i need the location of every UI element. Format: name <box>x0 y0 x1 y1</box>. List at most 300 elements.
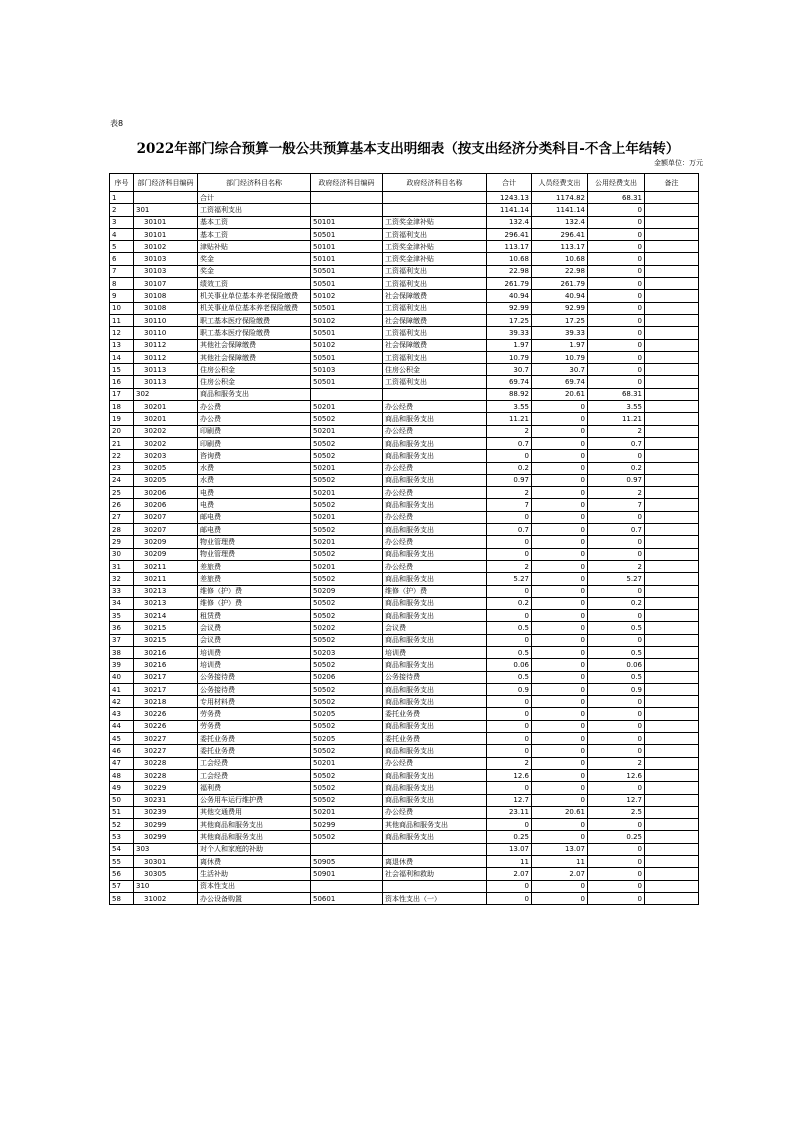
cell-gov-code: 50502 <box>311 499 383 511</box>
cell-seq: 7 <box>110 265 134 277</box>
cell-gov-code: 50102 <box>311 314 383 326</box>
cell-gov-code: 50203 <box>311 646 383 658</box>
cell-total: 0 <box>487 708 532 720</box>
cell-remarks <box>645 327 699 339</box>
cell-gov-code: 50502 <box>311 794 383 806</box>
table-row <box>110 192 699 204</box>
cell-personnel: 261.79 <box>532 278 588 290</box>
cell-seq: 53 <box>110 831 134 843</box>
cell-remarks <box>645 462 699 474</box>
cell-gov-code: 50201 <box>311 462 383 474</box>
cell-seq: 32 <box>110 573 134 585</box>
cell-total: 10.79 <box>487 351 532 363</box>
cell-seq: 44 <box>110 720 134 732</box>
table-row <box>110 831 699 843</box>
cell-public: 0 <box>588 290 645 302</box>
cell-personnel: 0 <box>532 573 588 585</box>
cell-gov-code: 50102 <box>311 339 383 351</box>
cell-total: 1243.13 <box>487 192 532 204</box>
cell-gov-code: 50601 <box>311 892 383 904</box>
cell-seq: 41 <box>110 683 134 695</box>
cell-public: 2 <box>588 560 645 572</box>
cell-dept-code: 30202 <box>134 425 198 437</box>
cell-remarks <box>645 278 699 290</box>
cell-total: 0.7 <box>487 524 532 536</box>
cell-remarks <box>645 548 699 560</box>
table-row <box>110 622 699 634</box>
cell-remarks <box>645 524 699 536</box>
cell-remarks <box>645 733 699 745</box>
cell-dept-name: 津贴补贴 <box>198 241 311 253</box>
cell-gov-code: 50502 <box>311 720 383 732</box>
table-row <box>110 204 699 216</box>
cell-total: 132.4 <box>487 216 532 228</box>
cell-remarks <box>645 192 699 204</box>
table-row <box>110 892 699 904</box>
cell-public: 0.7 <box>588 524 645 536</box>
cell-seq: 6 <box>110 253 134 265</box>
cell-seq: 10 <box>110 302 134 314</box>
cell-personnel: 0 <box>532 819 588 831</box>
cell-dept-code: 30112 <box>134 339 198 351</box>
cell-seq: 4 <box>110 228 134 240</box>
cell-gov-code: 50502 <box>311 634 383 646</box>
table-row <box>110 868 699 880</box>
cell-dept-code: 30226 <box>134 720 198 732</box>
cell-public: 2 <box>588 425 645 437</box>
cell-gov-code: 50502 <box>311 610 383 622</box>
cell-gov-name: 办公经费 <box>383 536 487 548</box>
cell-remarks <box>645 339 699 351</box>
cell-dept-name: 奖金 <box>198 265 311 277</box>
cell-gov-code: 50501 <box>311 376 383 388</box>
cell-dept-code: 30209 <box>134 536 198 548</box>
cell-public: 0 <box>588 819 645 831</box>
cell-gov-name: 商品和服务支出 <box>383 831 487 843</box>
cell-personnel: 0 <box>532 437 588 449</box>
cell-dept-code: 30101 <box>134 228 198 240</box>
cell-seq: 47 <box>110 757 134 769</box>
table-row <box>110 241 699 253</box>
table-row <box>110 708 699 720</box>
table-row <box>110 524 699 536</box>
cell-dept-name: 专用材料费 <box>198 696 311 708</box>
cell-personnel: 0 <box>532 499 588 511</box>
cell-total: 7 <box>487 499 532 511</box>
cell-public: 12.7 <box>588 794 645 806</box>
table-row <box>110 646 699 658</box>
cell-seq: 48 <box>110 769 134 781</box>
cell-dept-name: 培训费 <box>198 659 311 671</box>
cell-public: 0 <box>588 216 645 228</box>
cell-seq: 35 <box>110 610 134 622</box>
cell-seq: 36 <box>110 622 134 634</box>
cell-dept-name: 工资福利支出 <box>198 204 311 216</box>
cell-gov-name: 办公经费 <box>383 806 487 818</box>
cell-dept-name: 维修（护）费 <box>198 597 311 609</box>
cell-gov-name <box>383 843 487 855</box>
cell-dept-code: 30216 <box>134 646 198 658</box>
cell-personnel: 0 <box>532 425 588 437</box>
cell-gov-code: 50501 <box>311 351 383 363</box>
cell-seq: 29 <box>110 536 134 548</box>
table-row <box>110 573 699 585</box>
table-row <box>110 560 699 572</box>
cell-remarks <box>645 757 699 769</box>
cell-seq: 22 <box>110 450 134 462</box>
cell-seq: 39 <box>110 659 134 671</box>
cell-seq: 11 <box>110 314 134 326</box>
cell-dept-code: 30206 <box>134 487 198 499</box>
cell-personnel: 0 <box>532 511 588 523</box>
cell-remarks <box>645 868 699 880</box>
cell-dept-name: 住房公积金 <box>198 376 311 388</box>
table-row <box>110 720 699 732</box>
cell-remarks <box>645 413 699 425</box>
cell-public: 7 <box>588 499 645 511</box>
cell-dept-name: 差旅费 <box>198 573 311 585</box>
cell-dept-code: 302 <box>134 388 198 400</box>
table-row <box>110 671 699 683</box>
cell-dept-code: 30203 <box>134 450 198 462</box>
cell-total: 92.99 <box>487 302 532 314</box>
cell-dept-code: 30213 <box>134 585 198 597</box>
cell-seq: 42 <box>110 696 134 708</box>
cell-remarks <box>645 585 699 597</box>
cell-dept-name: 工会经费 <box>198 769 311 781</box>
cell-gov-name: 办公经费 <box>383 560 487 572</box>
cell-seq: 54 <box>110 843 134 855</box>
cell-gov-name <box>383 880 487 892</box>
cell-dept-name: 职工基本医疗保险缴费 <box>198 314 311 326</box>
cell-gov-name: 工资奖金津补贴 <box>383 241 487 253</box>
cell-total: 0.5 <box>487 671 532 683</box>
cell-seq: 2 <box>110 204 134 216</box>
cell-personnel: 30.7 <box>532 364 588 376</box>
cell-gov-code: 50501 <box>311 327 383 339</box>
cell-remarks <box>645 610 699 622</box>
cell-public: 0 <box>588 708 645 720</box>
cell-gov-name: 商品和服务支出 <box>383 634 487 646</box>
cell-personnel: 0 <box>532 671 588 683</box>
cell-seq: 45 <box>110 733 134 745</box>
cell-gov-name: 商品和服务支出 <box>383 499 487 511</box>
cell-seq: 3 <box>110 216 134 228</box>
budget-table <box>109 173 699 905</box>
cell-personnel: 1.97 <box>532 339 588 351</box>
cell-dept-name: 其他交通费用 <box>198 806 311 818</box>
cell-personnel: 0 <box>532 462 588 474</box>
table-row <box>110 376 699 388</box>
cell-public: 3.55 <box>588 401 645 413</box>
cell-dept-name: 公务用车运行维护费 <box>198 794 311 806</box>
cell-gov-code: 50501 <box>311 302 383 314</box>
cell-dept-code: 30239 <box>134 806 198 818</box>
cell-gov-code: 50502 <box>311 745 383 757</box>
cell-public: 0 <box>588 241 645 253</box>
cell-dept-code: 30206 <box>134 499 198 511</box>
cell-personnel: 20.61 <box>532 388 588 400</box>
cell-remarks <box>645 425 699 437</box>
cell-dept-name: 劳务费 <box>198 708 311 720</box>
cell-gov-name: 商品和服务支出 <box>383 794 487 806</box>
cell-total: 13.07 <box>487 843 532 855</box>
cell-public: 0 <box>588 327 645 339</box>
cell-gov-code: 50201 <box>311 425 383 437</box>
table-row <box>110 388 699 400</box>
cell-dept-name: 对个人和家庭的补助 <box>198 843 311 855</box>
cell-remarks <box>645 646 699 658</box>
cell-total: 23.11 <box>487 806 532 818</box>
cell-personnel: 0 <box>532 769 588 781</box>
cell-public: 0.7 <box>588 437 645 449</box>
cell-public: 0 <box>588 511 645 523</box>
cell-total: 11.21 <box>487 413 532 425</box>
cell-gov-code: 50502 <box>311 413 383 425</box>
cell-dept-name: 劳务费 <box>198 720 311 732</box>
cell-public: 0.5 <box>588 671 645 683</box>
cell-remarks <box>645 597 699 609</box>
cell-total: 88.92 <box>487 388 532 400</box>
cell-personnel: 0 <box>532 733 588 745</box>
cell-gov-code: 50502 <box>311 450 383 462</box>
cell-gov-name <box>383 388 487 400</box>
header-total: 合计 <box>487 174 532 192</box>
cell-gov-code: 50501 <box>311 265 383 277</box>
cell-gov-name: 社会福利和救助 <box>383 868 487 880</box>
cell-dept-code: 303 <box>134 843 198 855</box>
cell-gov-name: 商品和服务支出 <box>383 474 487 486</box>
cell-personnel: 0 <box>532 548 588 560</box>
cell-dept-name: 委托业务费 <box>198 733 311 745</box>
cell-personnel: 1141.14 <box>532 204 588 216</box>
cell-gov-code: 50501 <box>311 228 383 240</box>
cell-dept-name: 其他商品和服务支出 <box>198 831 311 843</box>
cell-gov-code <box>311 204 383 216</box>
cell-remarks <box>645 228 699 240</box>
cell-gov-name: 工资福利支出 <box>383 265 487 277</box>
cell-seq: 19 <box>110 413 134 425</box>
cell-seq: 1 <box>110 192 134 204</box>
cell-gov-code: 50102 <box>311 290 383 302</box>
cell-dept-code: 310 <box>134 880 198 892</box>
cell-dept-code: 301 <box>134 204 198 216</box>
table-row <box>110 696 699 708</box>
cell-personnel: 0 <box>532 536 588 548</box>
cell-personnel: 22.98 <box>532 265 588 277</box>
cell-personnel: 0 <box>532 450 588 462</box>
cell-remarks <box>645 437 699 449</box>
cell-gov-code: 50299 <box>311 819 383 831</box>
cell-personnel: 0 <box>532 585 588 597</box>
cell-total: 12.7 <box>487 794 532 806</box>
cell-seq: 46 <box>110 745 134 757</box>
cell-personnel: 0 <box>532 696 588 708</box>
cell-seq: 20 <box>110 425 134 437</box>
cell-dept-code: 30214 <box>134 610 198 622</box>
cell-gov-name: 办公经费 <box>383 462 487 474</box>
cell-public: 0.9 <box>588 683 645 695</box>
cell-gov-code: 50201 <box>311 757 383 769</box>
table-row <box>110 733 699 745</box>
cell-total: 0 <box>487 634 532 646</box>
cell-remarks <box>645 351 699 363</box>
table-row <box>110 536 699 548</box>
cell-gov-name: 工资奖金津补贴 <box>383 216 487 228</box>
cell-total: 0.7 <box>487 437 532 449</box>
cell-gov-code: 50502 <box>311 548 383 560</box>
cell-total: 5.27 <box>487 573 532 585</box>
cell-dept-name: 水费 <box>198 462 311 474</box>
cell-remarks <box>645 794 699 806</box>
cell-dept-name: 合计 <box>198 192 311 204</box>
cell-remarks <box>645 511 699 523</box>
page-title: 2022年部门综合预算一般公共预算基本支出明细表（按支出经济分类科目-不含上年结转） <box>136 141 680 157</box>
table-row <box>110 769 699 781</box>
cell-gov-name: 资本性支出（一） <box>383 892 487 904</box>
cell-personnel: 0 <box>532 782 588 794</box>
cell-gov-name: 委托业务费 <box>383 733 487 745</box>
cell-gov-name: 其他商品和服务支出 <box>383 819 487 831</box>
cell-total: 0.25 <box>487 831 532 843</box>
cell-gov-name: 工资福利支出 <box>383 351 487 363</box>
cell-gov-name: 商品和服务支出 <box>383 683 487 695</box>
cell-gov-name: 商品和服务支出 <box>383 413 487 425</box>
table-row <box>110 413 699 425</box>
cell-gov-code: 50101 <box>311 241 383 253</box>
cell-total: 22.98 <box>487 265 532 277</box>
cell-total: 0 <box>487 696 532 708</box>
table-row <box>110 351 699 363</box>
cell-seq: 14 <box>110 351 134 363</box>
table-row <box>110 302 699 314</box>
cell-remarks <box>645 769 699 781</box>
cell-seq: 28 <box>110 524 134 536</box>
table-row <box>110 278 699 290</box>
cell-total: 0.06 <box>487 659 532 671</box>
header-remarks: 备注 <box>645 174 699 192</box>
cell-public: 0 <box>588 696 645 708</box>
cell-total: 17.25 <box>487 314 532 326</box>
cell-seq: 27 <box>110 511 134 523</box>
cell-remarks <box>645 450 699 462</box>
cell-gov-name: 商品和服务支出 <box>383 437 487 449</box>
cell-seq: 30 <box>110 548 134 560</box>
cell-total: 0.5 <box>487 622 532 634</box>
cell-remarks <box>645 290 699 302</box>
cell-gov-name: 商品和服务支出 <box>383 548 487 560</box>
cell-gov-name: 离退休费 <box>383 856 487 868</box>
cell-dept-name: 其他社会保障缴费 <box>198 339 311 351</box>
cell-public: 0 <box>588 265 645 277</box>
cell-public: 2.5 <box>588 806 645 818</box>
cell-remarks <box>645 782 699 794</box>
cell-dept-code: 30110 <box>134 314 198 326</box>
table-row <box>110 843 699 855</box>
cell-dept-code: 30108 <box>134 290 198 302</box>
cell-public: 5.27 <box>588 573 645 585</box>
cell-dept-name: 生活补助 <box>198 868 311 880</box>
cell-dept-code: 30227 <box>134 745 198 757</box>
cell-personnel: 0 <box>532 634 588 646</box>
cell-gov-name: 商品和服务支出 <box>383 597 487 609</box>
cell-public: 0 <box>588 376 645 388</box>
cell-total: 3.55 <box>487 401 532 413</box>
table-header-row <box>110 174 699 192</box>
cell-gov-code: 50502 <box>311 683 383 695</box>
table-row <box>110 856 699 868</box>
cell-dept-code: 30110 <box>134 327 198 339</box>
cell-personnel: 0 <box>532 474 588 486</box>
cell-gov-name: 商品和服务支出 <box>383 769 487 781</box>
cell-dept-name: 办公费 <box>198 413 311 425</box>
cell-total: 0 <box>487 450 532 462</box>
cell-dept-code: 30112 <box>134 351 198 363</box>
cell-dept-code: 30218 <box>134 696 198 708</box>
cell-public: 0.2 <box>588 462 645 474</box>
table-row <box>110 314 699 326</box>
cell-total: 11 <box>487 856 532 868</box>
cell-dept-name: 印刷费 <box>198 425 311 437</box>
cell-dept-name: 办公费 <box>198 401 311 413</box>
cell-gov-code: 50201 <box>311 560 383 572</box>
header-dept-code: 部门经济科目编码 <box>134 174 198 192</box>
cell-public: 0 <box>588 253 645 265</box>
cell-gov-code: 50502 <box>311 573 383 585</box>
cell-remarks <box>645 388 699 400</box>
cell-seq: 43 <box>110 708 134 720</box>
cell-dept-name: 工会经费 <box>198 757 311 769</box>
cell-seq: 40 <box>110 671 134 683</box>
cell-total: 40.94 <box>487 290 532 302</box>
cell-public: 0 <box>588 450 645 462</box>
cell-public: 0 <box>588 278 645 290</box>
cell-total: 2.07 <box>487 868 532 880</box>
cell-remarks <box>645 216 699 228</box>
table-row <box>110 806 699 818</box>
cell-gov-name: 工资奖金津补贴 <box>383 253 487 265</box>
cell-dept-name: 商品和服务支出 <box>198 388 311 400</box>
cell-total: 0.2 <box>487 462 532 474</box>
cell-gov-name: 办公经费 <box>383 401 487 413</box>
cell-seq: 26 <box>110 499 134 511</box>
table-row <box>110 548 699 560</box>
cell-seq: 12 <box>110 327 134 339</box>
cell-dept-code: 30209 <box>134 548 198 560</box>
cell-gov-name: 工资福利支出 <box>383 327 487 339</box>
cell-remarks <box>645 708 699 720</box>
cell-personnel: 0 <box>532 487 588 499</box>
cell-dept-code: 30107 <box>134 278 198 290</box>
cell-personnel: 10.79 <box>532 351 588 363</box>
cell-personnel: 0 <box>532 720 588 732</box>
cell-dept-code: 30301 <box>134 856 198 868</box>
cell-personnel: 20.61 <box>532 806 588 818</box>
cell-dept-name: 住房公积金 <box>198 364 311 376</box>
table-row <box>110 757 699 769</box>
cell-remarks <box>645 720 699 732</box>
cell-personnel: 92.99 <box>532 302 588 314</box>
cell-dept-name: 其他社会保障缴费 <box>198 351 311 363</box>
cell-gov-code: 50206 <box>311 671 383 683</box>
cell-personnel: 39.33 <box>532 327 588 339</box>
table-row <box>110 265 699 277</box>
cell-personnel: 113.17 <box>532 241 588 253</box>
table-row <box>110 474 699 486</box>
cell-gov-name: 工资福利支出 <box>383 278 487 290</box>
cell-personnel: 2.07 <box>532 868 588 880</box>
cell-dept-name: 基本工资 <box>198 228 311 240</box>
